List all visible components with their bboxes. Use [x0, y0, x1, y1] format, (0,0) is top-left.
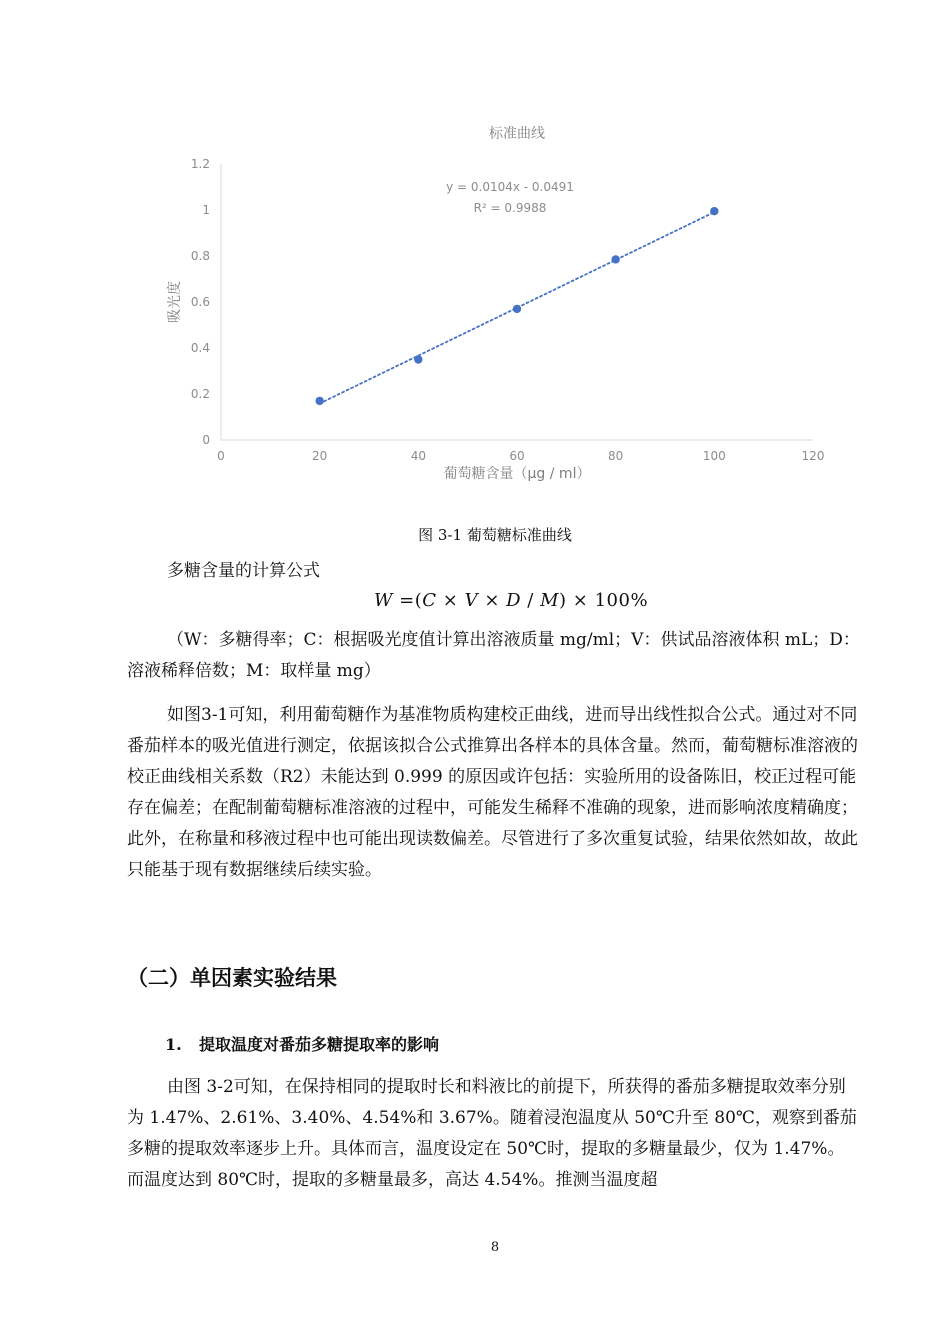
x-tick-label-0: 0 [217, 449, 225, 463]
figure-caption: 图 3-1 葡萄糖标准曲线 [418, 526, 572, 544]
x-tick-label-5: 100 [702, 449, 726, 463]
formula-w: W [373, 590, 393, 611]
standard-curve-chart [150, 112, 850, 492]
trendline-r2: R² = 0.9988 [473, 201, 547, 215]
subsection-number: 1. [165, 1035, 182, 1054]
page-number: 8 [490, 1240, 500, 1255]
formula-eq: = [392, 590, 415, 611]
paragraph-1: 如图3-1可知，利用葡萄糖作为基准物质构建校正曲线，进而导出线性拟合公式。通过对不同番茄样本的吸光值进行测定，依据该拟合公式推算出各样本的具体含量。然而，葡萄糖标准溶液的校正曲线相关系数（R2）未能达到 0.999 的原因或许包括：实验所用的设备陈旧，校正过程可能存在偏差；在配制葡萄糖标准溶液的过程中，可能发生稀释不准确的现象，进而影响浓度精确度；此外，在称量和移液过程中也可能出现读数偏差。尽管进行了多次重复试验，结果依然如故，故此只能基于现有数据继续后续实验。 [127, 705, 858, 880]
data-point-0 [315, 397, 323, 405]
formula-d: D [506, 590, 522, 611]
data-point-4 [710, 207, 718, 215]
formula-percent: 100% [594, 590, 649, 611]
subsection-title: 提取温度对番茄多糖提取率的影响 [199, 1035, 440, 1054]
data-point-3 [611, 255, 619, 263]
y-tick-label-2: 0.4 [190, 341, 210, 355]
y-tick-label-0: 0 [202, 433, 210, 447]
chart-title: 标准曲线 [489, 126, 545, 142]
formula-m: M [540, 590, 560, 611]
formula-lparen: ( [414, 590, 423, 611]
data-point-2 [513, 305, 521, 313]
data-point-1 [414, 355, 422, 363]
formula-c: C [422, 590, 437, 611]
y-tick-label-5: 1 [202, 203, 210, 217]
y-tick-label-3: 0.6 [190, 295, 210, 309]
y-tick-label-1: 0.2 [190, 387, 210, 401]
subsection-heading [165, 1032, 439, 1055]
formula-times-3: × [566, 590, 595, 611]
formula-note: （W：多糖得率；C：根据吸光度值计算出溶液质量 mg/ml；V：供试品溶液体积 mL；D：溶液稀释倍数；M：取样量 mg） [127, 630, 860, 681]
x-tick-label-1: 20 [312, 449, 328, 463]
x-tick-label-3: 60 [509, 449, 525, 463]
x-tick-label-6: 120 [801, 449, 825, 463]
x-tick-label-4: 80 [608, 449, 624, 463]
formula-times-2: × [478, 590, 507, 611]
x-tick-label-2: 40 [410, 449, 426, 463]
chart-svg [150, 112, 850, 492]
formula-label: 多糖含量的计算公式 [167, 561, 320, 581]
formula [0, 590, 950, 611]
y-tick-label-4: 0.8 [190, 249, 210, 263]
paragraph-2: 由图 3-2可知，在保持相同的提取时长和料液比的前提下，所获得的番茄多糖提取效率分别为 1.47%、2.61%、3.40%、4.54%和 3.67%。随着浸泡温度从 50℃升至 80℃，观察到番茄多糖的提取效率逐步上升。具体而言，温度设定在 50℃时，提取的多糖量最少，仅为 1.47%。而温度达到 80℃时，提取的多糖量最多，高达 4.54%。推测当温度超 [127, 1077, 857, 1190]
y-axis-label: 吸光度 [167, 281, 183, 323]
formula-times-1: × [436, 590, 465, 611]
trendline-equation: y = 0.0104x - 0.0491 [446, 180, 574, 194]
formula-rparen: ) [559, 590, 567, 611]
formula-v: V [464, 590, 479, 611]
formula-slash: / [521, 590, 541, 611]
y-tick-label-6: 1.2 [190, 157, 210, 171]
section-heading: （二）单因素实验结果 [127, 966, 337, 990]
x-axis-label: 葡萄糖含量（μg / ml） [443, 466, 591, 482]
